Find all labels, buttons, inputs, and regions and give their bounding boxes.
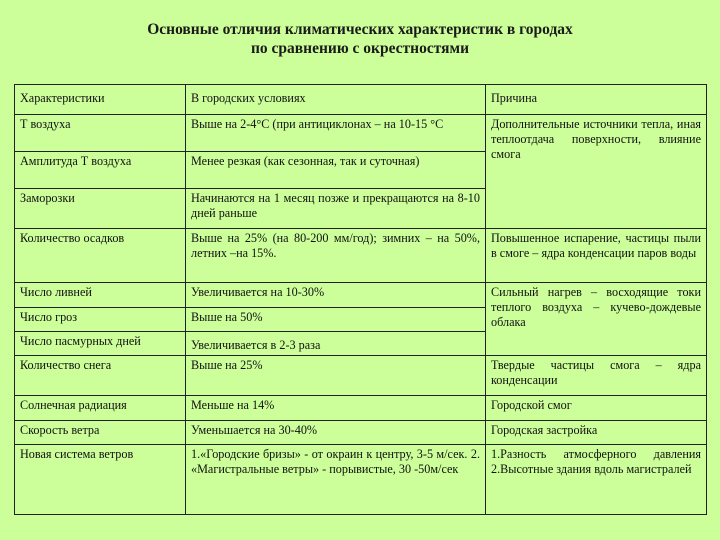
reason-cell: Твердые частицы смога – ядра конденсации — [486, 356, 707, 396]
table-row — [15, 421, 707, 445]
characteristic-cell: Т воздуха — [15, 115, 186, 152]
city-cell: Выше на 50% — [186, 308, 486, 332]
city-cell: Увеличивается на 10-30% — [186, 283, 486, 308]
header-characteristics: Характеристики — [15, 85, 186, 115]
characteristic-cell: Новая система ветров — [15, 445, 186, 515]
characteristic-cell: Солнечная радиация — [15, 396, 186, 421]
characteristic-cell: Число гроз — [15, 308, 186, 332]
table-row — [15, 445, 707, 515]
characteristic-cell: Количество снега — [15, 356, 186, 396]
header-reason: Причина — [486, 85, 707, 115]
table-row — [15, 229, 707, 283]
city-cell: Менее резкая (как сезонная, так и суточная) — [186, 152, 486, 189]
characteristic-cell: Количество осадков — [15, 229, 186, 283]
city-cell: Меньше на 14% — [186, 396, 486, 421]
table-row — [15, 283, 707, 308]
reason-cell: Городская застройка — [486, 421, 707, 445]
city-cell: Выше на 2-4°С (при антициклонах – на 10-15 °С — [186, 115, 486, 152]
header-row — [15, 85, 707, 115]
characteristic-cell: Заморозки — [15, 189, 186, 229]
table-row — [15, 115, 707, 152]
reason-cell: 1.Разность атмосферного давления 2.Высотные здания вдоль магистралей — [486, 445, 707, 515]
city-cell: Выше на 25% (на 80-200 мм/год); зимних – на 50%, летних –на 15%. — [186, 229, 486, 283]
city-cell: 1.«Городские бризы» - от окраин к центру, 3-5 м/сек. 2. «Магистральные ветры» - порывистые, 30 -50м/сек — [186, 445, 486, 515]
reason-cell: Городской смог — [486, 396, 707, 421]
city-cell: Уменьшается на 30-40% — [186, 421, 486, 445]
reason-cell: Сильный нагрев – восходящие токи теплого воздуха – кучево-дождевые облака — [486, 283, 707, 356]
city-cell: Выше на 25% — [186, 356, 486, 396]
characteristic-cell: Амплитуда Т воздуха — [15, 152, 186, 189]
page-title — [0, 20, 720, 58]
header-city-conditions: В городских условиях — [186, 85, 486, 115]
table-row — [15, 396, 707, 421]
comparison-table — [14, 84, 707, 515]
table-row — [15, 356, 707, 396]
reason-cell: Повышенное испарение, частицы пыли в смоге – ядра конденсации паров воды — [486, 229, 707, 283]
characteristic-cell: Число пасмурных дней — [15, 332, 186, 356]
characteristic-cell: Число ливней — [15, 283, 186, 308]
reason-cell: Дополнительные источники тепла, иная теплоотдача поверхности, влияние смога — [486, 115, 707, 229]
city-cell: Начинаются на 1 месяц позже и прекращаются на 8-10 дней раньше — [186, 189, 486, 229]
title-line-2: по сравнению с окрестностями — [250, 40, 470, 57]
city-cell: Увеличивается в 2-3 раза — [186, 332, 486, 356]
characteristic-cell: Скорость ветра — [15, 421, 186, 445]
title-line-1: Основные отличия климатических характеристик в городах — [147, 21, 573, 38]
